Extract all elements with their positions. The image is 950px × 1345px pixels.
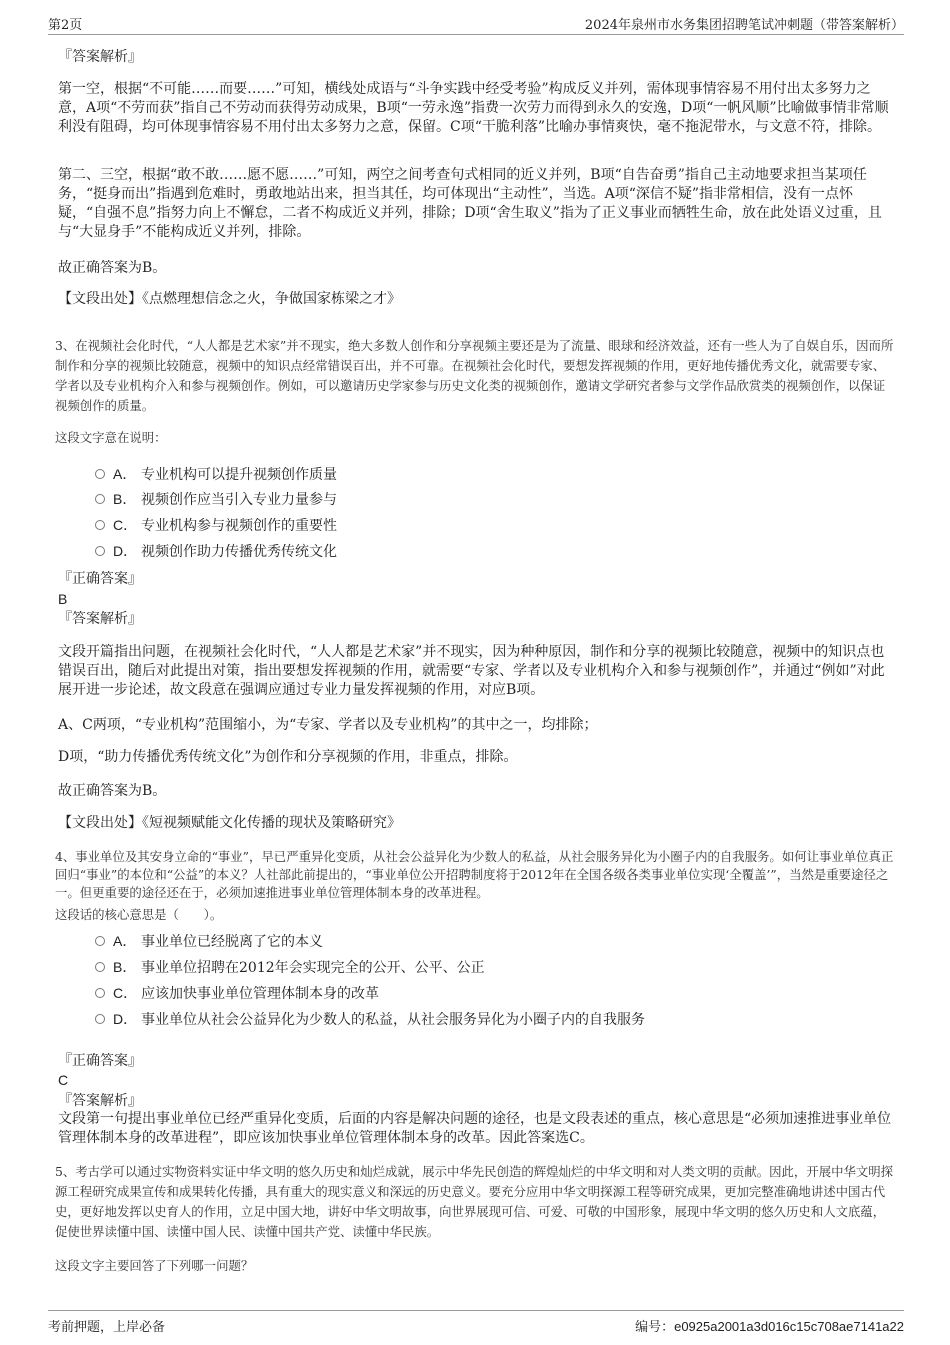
q2-source: 【文段出处】《点燃理想信念之火，争做国家栋梁之才》 — [58, 291, 401, 307]
radio-icon[interactable] — [95, 520, 105, 530]
q5-stem: 5、考古学可以通过实物资料实证中华文明的悠久历史和灿烂成就，展示中华先民创造的辉煌灿烂的中华文明和对人类文明的贡献。因此，开展中华文明探源工程研究成果宣传和成果转化传播，具有重大的现实意义和深远的历史意义。要充分应用中华文明探源工程等研究成果，更加完整准确地讲述中国古代史，更好地发挥以史育人的作用，立足中国大地，讲好中华文明故事，向世界展现可信、可爱、可敬的中国形象，展现中华文明的悠久历史和人文底蕴，促使世界读懂中国、读懂中国人民、读懂中国共产党、读懂中华民族。 — [55, 1164, 894, 1239]
q4-prompt: 这段话的核心意思是（ ）。 — [55, 907, 223, 922]
footer-slogan: 考前押题，上岸必备 — [48, 1320, 166, 1335]
q4-option-c[interactable]: C． 应该加快事业单位管理体制本身的改革 — [95, 982, 379, 1004]
q2-analysis-label: 『答案解析』 — [58, 49, 142, 65]
q3-answer-label: 『正确答案』 — [58, 571, 142, 587]
page-header — [48, 8, 904, 35]
radio-icon[interactable] — [95, 988, 105, 998]
radio-icon[interactable] — [95, 546, 105, 556]
q3-answer: B — [58, 591, 68, 607]
page-number: 第2页 — [48, 18, 83, 33]
footer-code: 编号：e0925a2001a3d016c15c708ae7141a22 — [635, 1319, 904, 1334]
q5-prompt: 这段文字主要回答了下列哪一问题？ — [55, 1258, 254, 1273]
page-footer — [48, 1310, 904, 1341]
q3-analysis-para1: 文段开篇指出问题，在视频社会化时代，“人人都是艺术家”并不现实，因为种种原因，制作和分享的视频比较随意，视频中的知识点也错误百出，随后对此提出对策，指出要想发挥视频的作用，就需要“专家、学者以及专业机构介入和参与视频创作”，并通过“例如”对此展开进一步论述，故文段意在强调应通过专业力量发挥视频的作用，对应B项。 — [58, 644, 885, 698]
q4-answer: C — [58, 1072, 69, 1088]
radio-icon[interactable] — [95, 469, 105, 479]
q3-option-a[interactable]: A． 专业机构可以提升视频创作质量 — [95, 463, 337, 485]
q3-source: 【文段出处】《短视频赋能文化传播的现状及策略研究》 — [58, 815, 401, 831]
q3-analysis-label: 『答案解析』 — [58, 611, 142, 627]
radio-icon[interactable] — [95, 494, 105, 504]
q3-conclusion: 故正确答案为B。 — [58, 783, 167, 799]
radio-icon[interactable] — [95, 1014, 105, 1024]
q4-option-a[interactable]: A． 事业单位已经脱离了它的本义 — [95, 930, 323, 952]
q3-analysis-para2: A、C两项，“专业机构”范围缩小，为“专家、学者以及专业机构”的其中之一，均排除； — [58, 717, 598, 733]
document-title: 2024年泉州市水务集团招聘笔试冲刺题（带答案解析） — [584, 18, 904, 33]
q4-stem: 4、事业单位及其安身立命的“事业”，早已严重异化变质，从社会公益异化为少数人的私益，从社会服务异化为小圈子内的自我服务。如何让事业单位真正回归“事业”的本位和“公益”的本义？人社部此前提出的，“事业单位公开招聘制度将于2012年在全国各级各类事业单位实现‘全覆盖’”，当然是重要途径之一。但更重要的途径还在于，必须加速推进事业单位管理体制本身的改革进程。 — [55, 849, 894, 900]
q4-option-d[interactable]: D． 事业单位从社会公益异化为少数人的私益，从社会服务异化为小圈子内的自我服务 — [95, 1008, 645, 1030]
q4-analysis-para1: 文段第一句提出事业单位已经严重异化变质，后面的内容是解决问题的途径，也是文段表述的重点，核心意思是“必须加速推进事业单位管理体制本身的改革进程”，即应该加快事业单位管理体制本身的改革。因此答案选C。 — [58, 1111, 892, 1146]
q3-option-b[interactable]: B． 视频创作应当引入专业力量参与 — [95, 488, 337, 510]
radio-icon[interactable] — [95, 936, 105, 946]
q4-analysis-label: 『答案解析』 — [58, 1093, 142, 1109]
q3-prompt: 这段文字意在说明： — [55, 430, 167, 445]
q3-option-d[interactable]: D． 视频创作助力传播优秀传统文化 — [95, 540, 337, 562]
q3-stem: 3、在视频社会化时代，“人人都是艺术家”并不现实，绝大多数人创作和分享视频主要还是为了流量、眼球和经济效益，还有一些人为了自娱自乐，因而所制作和分享的视频比较随意，视频中的知识点经常错误百出，并不可靠。在视频社会化时代，要想发挥视频的作用，更好地传播优秀文化，就需要专家、学者以及专业机构介入和参与视频创作。例如，可以邀请历史学家参与历史文化类的视频创作，邀请文学研究者参与文学作品欣赏类的视频创作，以保证视频创作的质量。 — [55, 338, 894, 413]
q4-answer-label: 『正确答案』 — [58, 1053, 142, 1069]
radio-icon[interactable] — [95, 962, 105, 972]
q3-analysis-para3: D项，“助力传播优秀传统文化”为创作和分享视频的作用，非重点，排除。 — [58, 749, 518, 765]
q4-option-b[interactable]: B． 事业单位招聘在2012年会实现完全的公开、公平、公正 — [95, 956, 485, 978]
q2-analysis-para2: 第二、三空，根据“敢不敢……愿不愿……”可知，两空之间考查句式相同的近义并列，B项“自告奋勇”指自己主动地要求担当某项任务，“挺身而出”指遇到危难时，勇敢地站出来，担当其任，均可体现出“主动性”，当选。A项“深信不疑”指非常相信，没有一点怀疑，“自强不息”指努力向上不懈怠，二者不构成近义并列，排除；D项“舍生取义”指为了正义事业而牺牲生命，放在此处语义过重，且与“大显身手”不能构成近义并列，排除。 — [58, 167, 882, 240]
q2-conclusion: 故正确答案为B。 — [58, 260, 167, 276]
q2-analysis-para1: 第一空，根据“不可能……而要……”可知，横线处成语与“斗争实践中经受考验”构成反义并列，需体现事情容易不用付出太多努力之意，A项“不劳而获”指自己不劳动而获得劳动成果，B项“一劳永逸”指费一次劳力而得到永久的安逸，D项“一帆风顺”比喻做事情非常顺利没有阻碍，均可体现事情容易不用付出太多努力之意，保留。C项“干脆利落”比喻办事情爽快，毫不拖泥带水，与文意不符，排除。 — [58, 81, 889, 135]
q3-option-c[interactable]: C． 专业机构参与视频创作的重要性 — [95, 514, 337, 536]
